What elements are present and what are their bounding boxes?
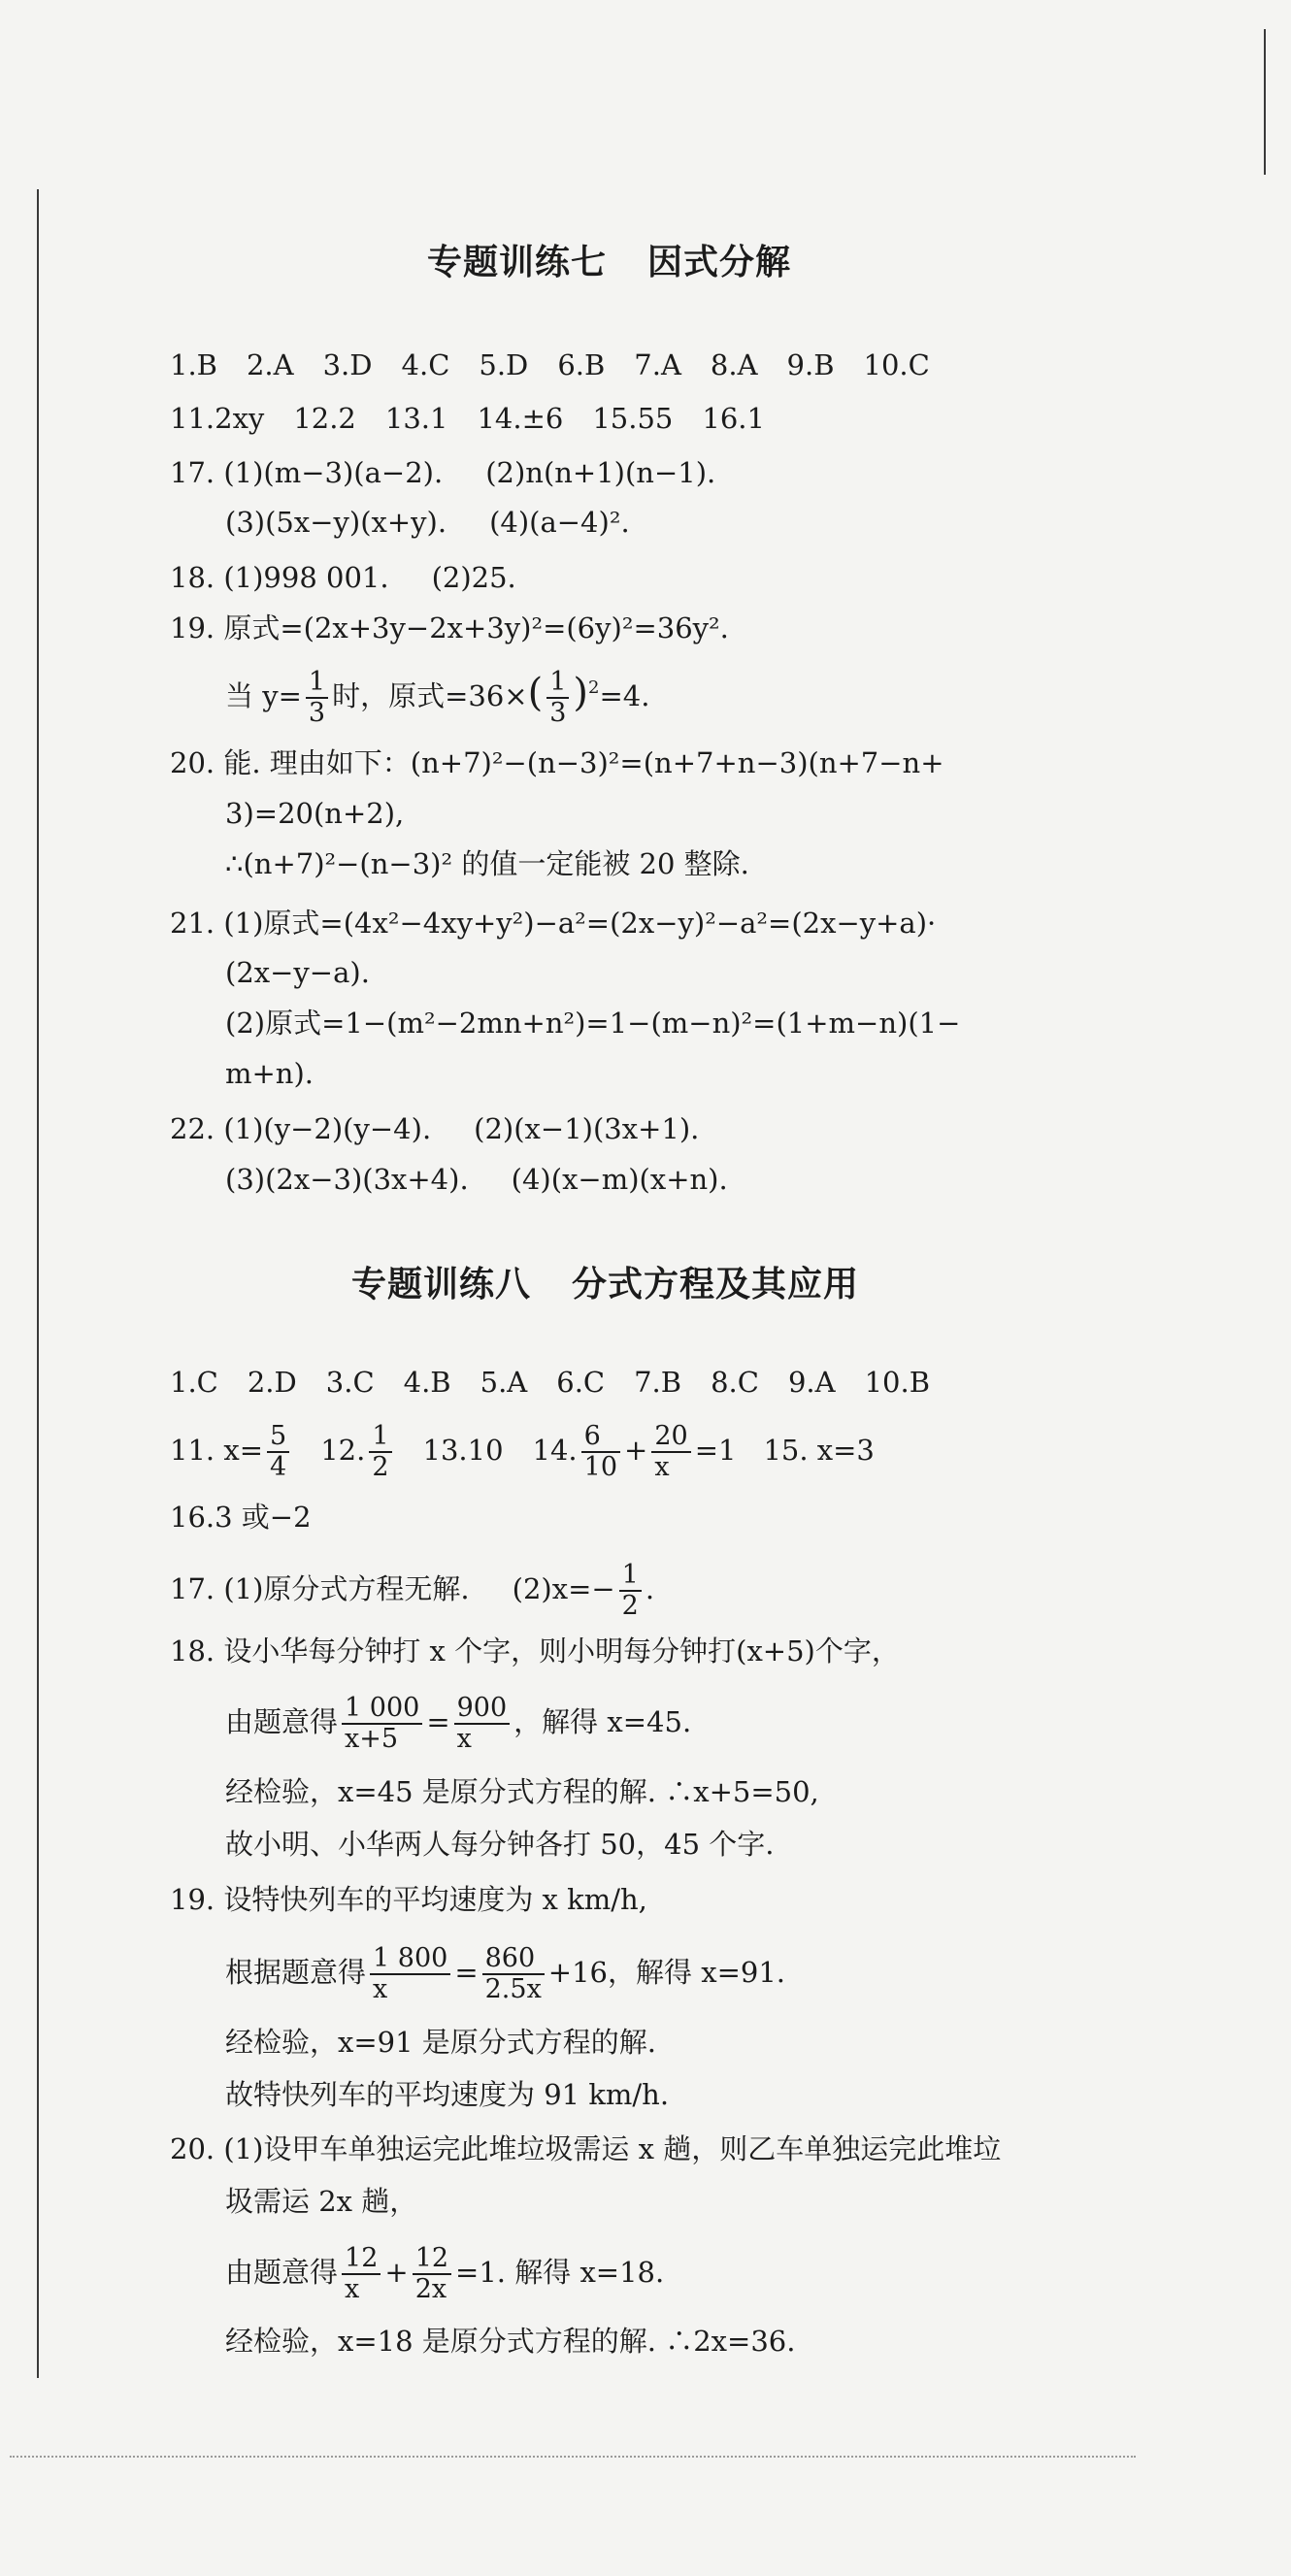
fraction [342, 1694, 422, 1754]
answer-20-line-2 [225, 2182, 417, 2221]
fraction [370, 1944, 450, 2004]
fraction [546, 668, 569, 728]
answer-18-text: 故小明、小华两人每分钟各打 50，45 个字. [225, 1828, 775, 1861]
answer-16 [170, 1498, 312, 1536]
answer-21-line-3 [225, 1004, 960, 1042]
answer-19-text: 时，原式=36× [332, 679, 528, 712]
fraction-denominator: x+5 [342, 1723, 422, 1754]
answer-item: 9.A [787, 1366, 836, 1399]
fraction [306, 668, 328, 728]
answer-17-part-4: (4)(a−4)². [489, 506, 630, 539]
answer-item: 15.55 [592, 402, 674, 435]
answer-item: 13.1 [384, 402, 448, 435]
fraction-denominator: 2.5x [482, 1973, 545, 2004]
answer-12-text: 12. [320, 1434, 366, 1467]
section-8-title [351, 1257, 859, 1306]
answer-15-text: 15. x=3 [763, 1434, 875, 1467]
answer-18-line-4 [225, 1825, 774, 1864]
answer-19 [170, 609, 729, 647]
fraction [267, 1422, 289, 1482]
section-7-title [427, 235, 791, 284]
square-exponent: 2 [588, 677, 600, 698]
left-paren: ( [527, 671, 544, 715]
answer-18-line-1 [170, 1632, 900, 1670]
answer-20-line-4 [225, 2322, 795, 2361]
answer-19-line-3 [225, 2023, 656, 2062]
answer-18-text: 由题意得 [225, 1705, 339, 1738]
answer-17 [170, 1561, 654, 1621]
answer-20-line-2 [225, 794, 404, 833]
section-7-title-number: 专题训练七 [427, 243, 608, 282]
answer-20-text: 圾需运 2x 趟， [225, 2185, 418, 2218]
fraction [454, 1694, 511, 1754]
section-8-title-number: 专题训练八 [351, 1265, 532, 1305]
answer-18 [170, 558, 516, 597]
fraction [651, 1422, 690, 1482]
fraction-denominator: x [342, 2273, 381, 2304]
answer-19-line-1 [170, 1880, 647, 1919]
answer-item: 10.B [864, 1366, 931, 1399]
answer-21-line-2 [225, 953, 370, 992]
fraction-numerator: 1 800 [373, 1943, 448, 1973]
answers-1-10 [170, 346, 930, 384]
answer-21-text: (2x−y−a). [225, 956, 370, 989]
answer-20-line-3 [225, 2244, 664, 2304]
answer-18-part-2: (2)25. [431, 561, 516, 594]
answer-20-line-1 [170, 2130, 1001, 2168]
left-margin-rule [37, 189, 39, 2378]
answer-17-part-1: 17. (1)(m−3)(a−2). [170, 456, 444, 489]
fraction-denominator: 3 [546, 697, 569, 728]
answer-21-text: (2)原式=1−(m²−2mn+n²)=1−(m−n)²=(1+m−n)(1− [225, 1007, 961, 1040]
answer-item: 7.A [634, 348, 681, 381]
answer-20-text: =1. 解得 x=18. [455, 2256, 665, 2289]
fraction-denominator: x [454, 1723, 511, 1754]
plus-sign: + [384, 2256, 409, 2289]
fraction-denominator: 10 [581, 1451, 620, 1482]
answer-item: 5.A [480, 1366, 528, 1399]
answer-19-text: +16，解得 x=91. [547, 1956, 785, 1989]
answer-item: 16.1 [702, 402, 765, 435]
answer-17-part-2: . [645, 1572, 655, 1605]
answers-11-15 [170, 1422, 875, 1482]
answer-14-text: 14. [532, 1434, 578, 1467]
fraction-numerator: 1 [549, 667, 567, 697]
answer-20-text: 由题意得 [225, 2256, 339, 2289]
bottom-dotted-rule [10, 2456, 1136, 2458]
fraction-numerator: 5 [270, 1421, 287, 1451]
answer-21-text: m+n). [225, 1057, 314, 1090]
answer-13-text: 13.10 [422, 1434, 504, 1467]
answer-20-text: 经检验，x=18 是原分式方程的解. ∴2x=36. [225, 2325, 796, 2358]
answer-item: 9.B [786, 348, 835, 381]
answer-21-line-1 [170, 904, 936, 942]
answer-item: 4.C [401, 348, 450, 381]
answer-22-line-1 [170, 1109, 699, 1148]
answer-19-text: =4. [599, 679, 650, 712]
right-edge-rule [1264, 29, 1266, 175]
answer-17-part-2: (2)x=− [512, 1572, 615, 1605]
fraction [342, 2244, 381, 2304]
answer-17-part-3: (3)(5x−y)(x+y). [225, 506, 447, 539]
answer-18-line-3 [225, 1772, 819, 1811]
answer-19-line-4 [225, 2075, 669, 2114]
answer-18-text: ，解得 x=45. [513, 1705, 692, 1738]
answer-17-part-2: (2)n(n+1)(n−1). [485, 456, 716, 489]
fraction [482, 1944, 545, 2004]
answer-22-part-1: 22. (1)(y−2)(y−4). [170, 1112, 432, 1145]
fraction-numerator: 6 [583, 1421, 601, 1451]
answer-17-part-1: 17. (1)原分式方程无解. [170, 1572, 470, 1605]
fraction [581, 1422, 620, 1482]
fraction-numerator: 12 [345, 2243, 379, 2273]
fraction-denominator: 2 [619, 1590, 642, 1621]
fraction [369, 1422, 391, 1482]
equals-sign: = [426, 1705, 450, 1738]
answer-17-line-1 [170, 453, 715, 492]
answer-20-text: 20. 能. 理由如下：(n+7)²−(n−3)²=(n+7+n−3)(n+7−n+ [170, 746, 944, 779]
answer-19-text: 19. 设特快列车的平均速度为 x km/h, [170, 1883, 647, 1916]
answer-19-text: 根据题意得 [225, 1956, 367, 1989]
answer-18-text: 18. 设小华每分钟打 x 个字，则小明每分钟打(x+5)个字， [170, 1635, 900, 1668]
answer-item: 1.B [170, 348, 217, 381]
answer-item: 6.B [557, 348, 606, 381]
answer-item: 3.D [322, 348, 373, 381]
answer-18-line-2 [225, 1694, 691, 1754]
fraction [619, 1561, 642, 1621]
answer-22-part-3: (3)(2x−3)(3x+4). [225, 1163, 469, 1196]
answer-item: 4.B [403, 1366, 451, 1399]
fraction-numerator: 1 [372, 1421, 389, 1451]
answer-19-line-2 [225, 1944, 785, 2004]
answer-item: 11.2xy [170, 402, 265, 435]
answer-19-text: 经检验，x=91 是原分式方程的解. [225, 2026, 656, 2059]
fraction-denominator: 4 [267, 1451, 289, 1482]
answer-item: 1.C [170, 1366, 218, 1399]
answer-item: 10.C [863, 348, 930, 381]
fraction-numerator: 1 000 [345, 1693, 420, 1723]
answer-item: 8.C [711, 1366, 759, 1399]
answer-22-line-2 [225, 1160, 728, 1199]
answer-20-text: 3)=20(n+2), [225, 797, 405, 830]
answer-item: 12.2 [293, 402, 356, 435]
answer-item: 3.C [325, 1366, 375, 1399]
answer-21-text: 21. (1)原式=(4x²−4xy+y²)−a²=(2x−y)²−a²=(2x−y+a)· [170, 907, 937, 940]
answer-item: 2.A [246, 348, 294, 381]
answer-item: 2.D [247, 1366, 297, 1399]
answer-18-text: 经检验，x=45 是原分式方程的解. ∴x+5=50, [225, 1775, 819, 1808]
fraction-numerator: 12 [414, 2243, 449, 2273]
section-7-title-topic: 因式分解 [647, 243, 792, 282]
answer-20-line-1 [170, 743, 944, 782]
right-paren: ) [573, 671, 588, 715]
equals-sign: = [454, 1956, 479, 1989]
fraction-numerator: 20 [654, 1421, 688, 1451]
fraction-numerator: 1 [308, 667, 326, 697]
answer-22-part-4: (4)(x−m)(x+n). [511, 1163, 728, 1196]
answer-20-text: 20. (1)设甲车单独运完此堆垃圾需运 x 趟，则乙车单独运完此堆垃 [170, 2132, 1002, 2165]
plus-sign: + [624, 1434, 648, 1467]
answer-21-line-4 [225, 1054, 314, 1093]
answer-22-part-2: (2)(x−1)(3x+1). [474, 1112, 700, 1145]
fraction-denominator: 2 [369, 1451, 391, 1482]
fraction [413, 2244, 451, 2304]
answer-19-text: 当 y= [225, 679, 302, 712]
answer-item: 8.A [710, 348, 758, 381]
answer-16-text: 16.3 或−2 [170, 1501, 312, 1534]
fraction-numerator: 860 [484, 1943, 536, 1973]
answer-14-text: =1 [694, 1434, 737, 1467]
fraction-denominator: 2x [413, 2273, 451, 2304]
answer-item: 7.B [634, 1366, 682, 1399]
answer-item: 14.±6 [477, 402, 564, 435]
fraction-denominator: x [370, 1973, 450, 2004]
answer-17-line-2 [225, 503, 630, 542]
answer-20-text: ∴(n+7)²−(n−3)² 的值一定能被 20 整除. [225, 847, 749, 880]
fraction-denominator: 3 [306, 697, 328, 728]
answer-item: 6.C [556, 1366, 606, 1399]
fraction-denominator: x [651, 1451, 690, 1482]
answer-18-part-1: 18. (1)998 001. [170, 561, 389, 594]
answer-19-line-2 [225, 668, 649, 728]
answer-item: 5.D [479, 348, 529, 381]
answers-11-16 [170, 399, 765, 438]
answer-20-line-3 [225, 844, 749, 883]
answer-19-line-1: 19. 原式=(2x+3y−2x+3y)²=(6y)²=36y². [170, 611, 729, 644]
answer-19-text: 故特快列车的平均速度为 91 km/h. [225, 2078, 670, 2111]
answer-11-text: 11. x= [170, 1434, 263, 1467]
fraction-numerator: 1 [621, 1560, 639, 1590]
section-8-title-topic: 分式方程及其应用 [572, 1265, 860, 1305]
answers-1-10 [170, 1363, 930, 1402]
fraction-numerator: 900 [456, 1693, 508, 1723]
